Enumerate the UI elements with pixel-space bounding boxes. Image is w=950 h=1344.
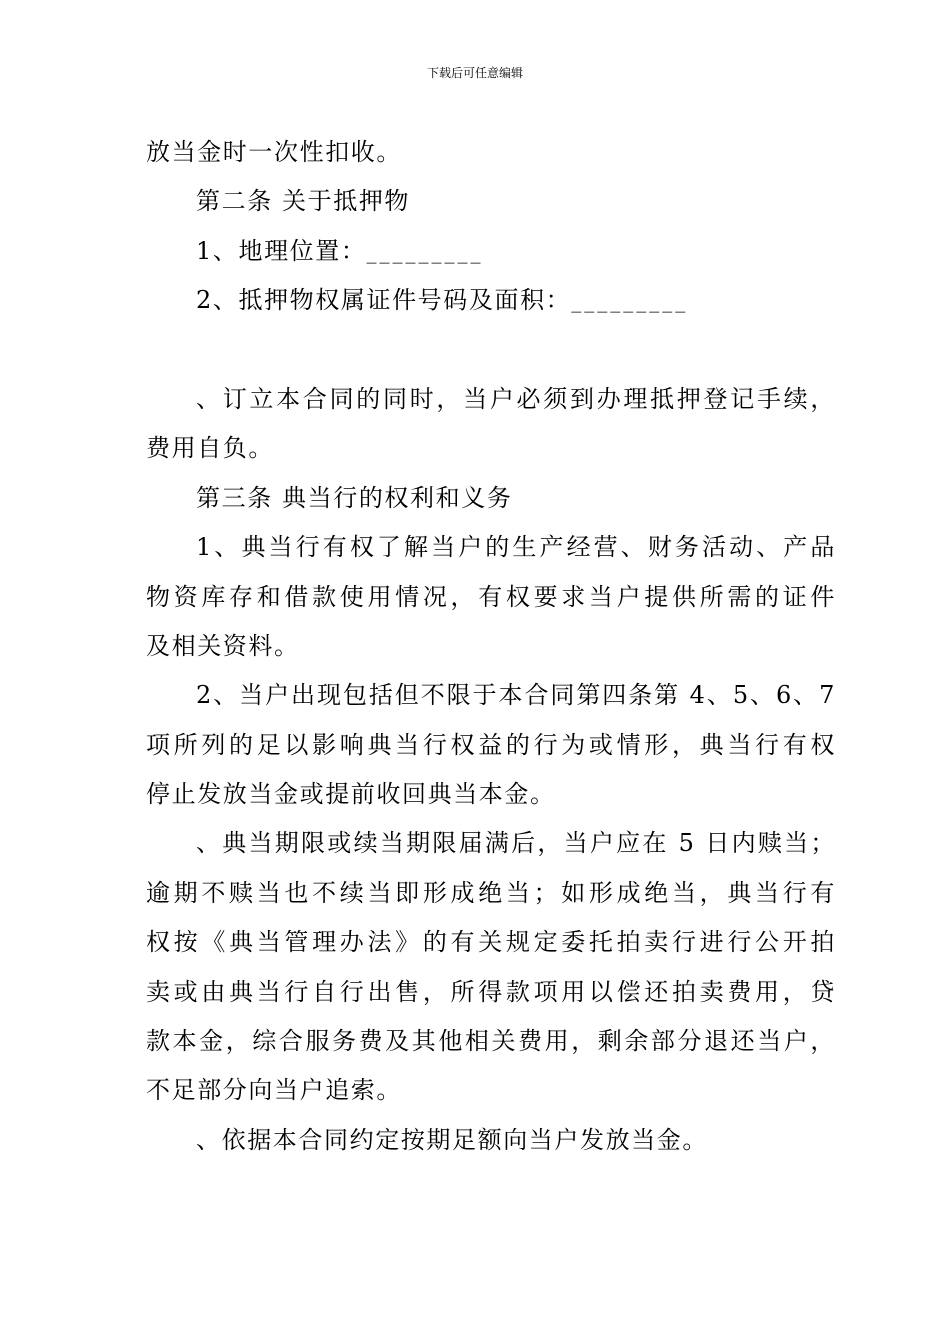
text-line: 项所列的足以影响典当行权益的行为或情形，典当行有权 xyxy=(146,730,836,759)
spacer xyxy=(146,326,836,375)
field-label: 1、地理位置： xyxy=(196,236,367,265)
text-line: 物资库存和借款使用情况，有权要求当户提供所需的证件 xyxy=(146,582,836,611)
text-line: 权按《典当管理办法》的有关规定委托拍卖行进行公开拍 xyxy=(146,928,836,957)
text-line: 不足部分向当户追索。 xyxy=(146,1076,402,1105)
field-certificate-area xyxy=(146,276,836,325)
text-line: 款本金，综合服务费及其他相关费用，剩余部分退还当户， xyxy=(146,1027,836,1056)
blank-line: _________ xyxy=(366,239,484,264)
text-line: 及相关资料。 xyxy=(146,631,300,660)
blank-line: _________ xyxy=(571,289,689,314)
page-header-note: 下载后可任意编辑 xyxy=(426,66,523,80)
text-line: 卖或由典当行自行出售，所得款项用以偿还拍卖费用，贷 xyxy=(146,977,836,1006)
text-line: 、典当期限或续当期限届满后，当户应在 5 日内赎当； xyxy=(196,829,836,858)
text-line: 、订立本合同的同时，当户必须到办理抵押登记手续， xyxy=(196,384,836,413)
section-heading-article-2: 第二条 关于抵押物 xyxy=(196,187,411,216)
field-location xyxy=(146,227,836,276)
text-line: 1、典当行有权了解当户的生产经营、财务活动、产品 xyxy=(196,533,836,562)
document-body xyxy=(146,128,836,1165)
text-line: 逾期不赎当也不续当即形成绝当；如形成绝当，典当行有 xyxy=(146,878,836,907)
text-line: 停止发放当金或提前收回典当本金。 xyxy=(146,780,556,809)
text-line: 费用自负。 xyxy=(146,434,274,463)
field-label: 2、抵押物权属证件号码及面积： xyxy=(196,286,572,315)
text-line: 放当金时一次性扣收。 xyxy=(146,138,402,166)
text-line: 2、当户出现包括但不限于本合同第四条第 4、5、6、7 xyxy=(196,681,836,710)
section-heading-article-3: 第三条 典当行的权利和义务 xyxy=(196,483,513,512)
text-line: 、依据本合同约定按期足额向当户发放当金。 xyxy=(196,1125,708,1154)
